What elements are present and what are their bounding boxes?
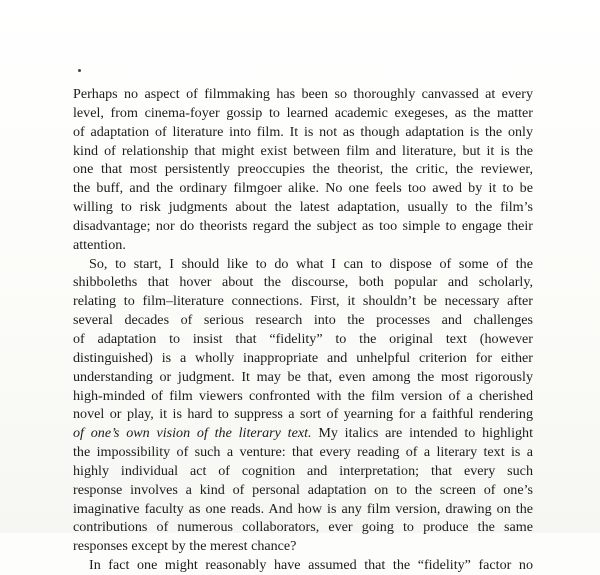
text-line: novel or play, it is hard to suppress a sort of yearning for a faithful rendering: [73, 406, 533, 423]
text-line: the impossibility of such a venture: that every reading of a literary text is a: [73, 444, 533, 461]
paragraph-1: [73, 85, 533, 255]
text-line: several decades of serious research into the processes and challenges: [73, 312, 533, 329]
text-line: attention.: [73, 236, 126, 253]
text-line: responses except by the merest chance?: [73, 538, 297, 555]
text-line: of adaptation to insist that “fidelity” to the original text (however: [73, 330, 533, 347]
text-line: contributions of numerous collaborators, ever going to produce the same: [73, 519, 533, 536]
text-line: the buff, and the ordinary filmgoer alike. No one feels too awed by it to be: [73, 180, 533, 197]
text-line: understanding or judgment. It may be that, even among the most rigorously: [73, 368, 533, 385]
text-line-with-italics: [73, 424, 533, 443]
text-line: of adaptation of literature into film. It is not as though adaptation is the only: [73, 123, 533, 140]
paragraph-3: [73, 556, 533, 575]
body-text: [73, 85, 533, 575]
text-line: highly individual act of cognition and interpretation; that every such: [73, 462, 533, 479]
text-line: relating to film–literature connections. First, it shouldn’t be necessary after: [73, 293, 533, 310]
paragraph-2: [73, 255, 533, 557]
text-line: disadvantage; nor do theorists regard the subject as too simple to engage their: [73, 217, 533, 234]
text-line: willing to risk judgments about the latest adaptation, usually to the film’s: [73, 199, 533, 216]
text-line: Perhaps no aspect of filmmaking has been so thoroughly canvassed at every: [73, 86, 533, 102]
text-line: shibboleths that hover about the discourse, both popular and scholarly,: [73, 274, 533, 291]
text-line: So, to start, I should like to do what I can to dispose of some of the: [89, 255, 533, 272]
text-segment: My italics are intended to highlight: [311, 425, 533, 442]
text-line: distinguished) is a wholly inappropriate and unhelpful criterion for either: [73, 349, 533, 366]
text-line: imaginative faculty as one reads. And how is any film version, drawing on the: [73, 500, 533, 517]
text-line: response involves a kind of personal adaptation on to the screen of one’s: [73, 481, 533, 498]
text-line: kind of relationship that might exist between film and literature, but it is the: [73, 142, 533, 159]
stray-mark: [78, 69, 81, 72]
text-line: one that most persistently preoccupies the theorist, the critic, the reviewer,: [73, 161, 533, 178]
italic-phrase: of one’s own vision of the literary text.: [73, 425, 312, 442]
text-line: high-minded of film viewers confronted with the film version of a cherished: [73, 387, 533, 404]
text-line: In fact one might reasonably have assumed that the “fidelity” factor no: [89, 557, 533, 574]
text-line: level, from cinema-foyer gossip to learned academic exegeses, as the matter: [73, 104, 533, 121]
